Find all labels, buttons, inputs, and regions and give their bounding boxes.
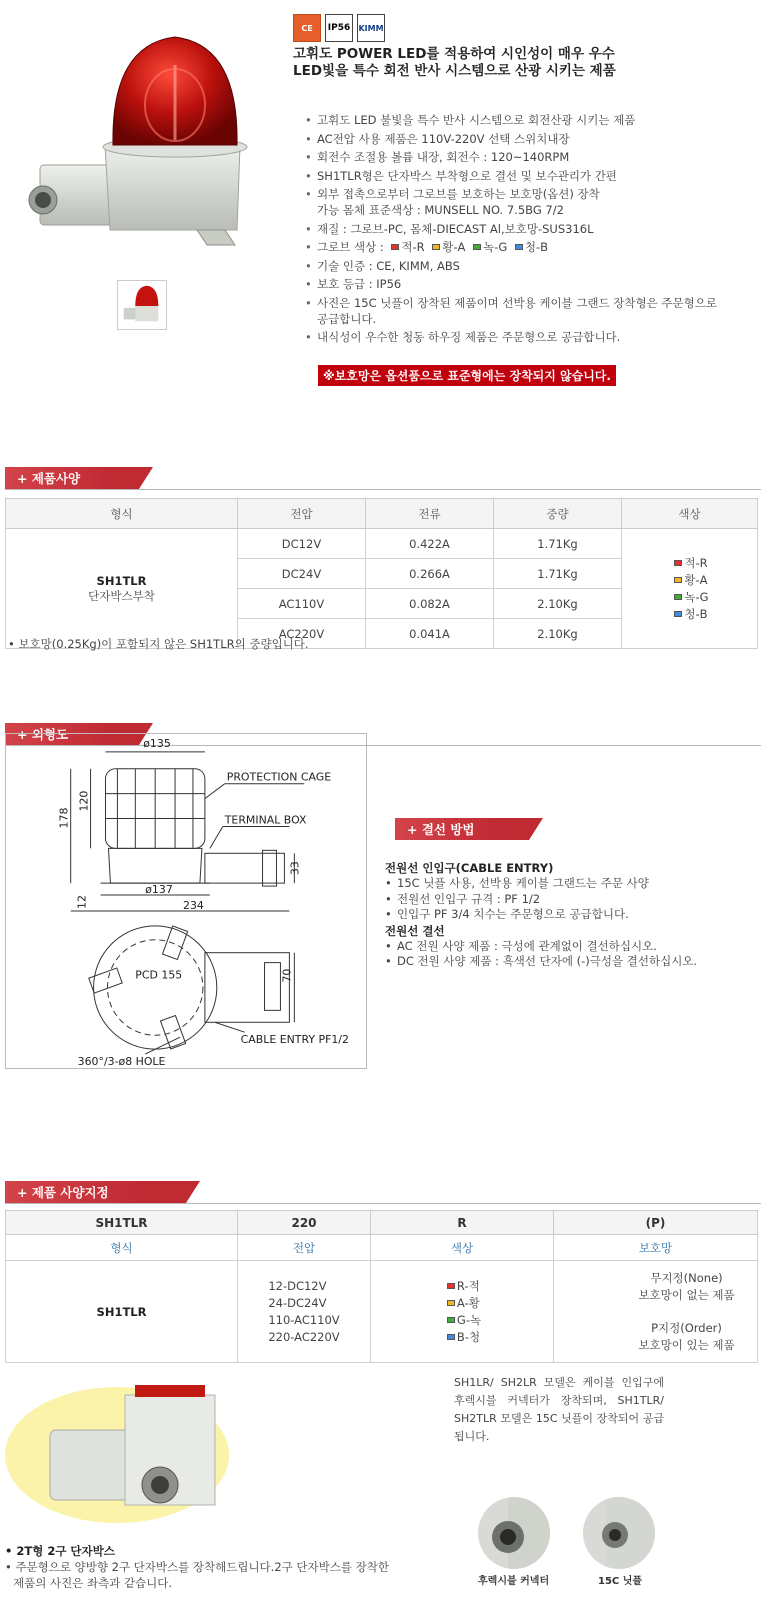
svg-text:70: 70 xyxy=(280,968,294,983)
list-item: • 인입구 PF 3/4 치수는 주문형으로 공급합니다. xyxy=(385,907,755,923)
green-chip-icon xyxy=(674,594,682,600)
nipple-label: 15C 닛플 xyxy=(598,1576,643,1587)
certification-badges xyxy=(293,14,385,42)
svg-text:TERMINAL BOX: TERMINAL BOX xyxy=(224,813,307,827)
green-chip-icon xyxy=(447,1317,455,1323)
svg-text:12: 12 xyxy=(75,895,89,909)
terminal-box-caption: • 2T형 2구 단자박스 • 주문형으로 양방향 2구 단자박스를 장착해드립니다.2구 단자박스를 장착한 제품의 사진은 좌측과 같습니다. xyxy=(5,1544,389,1590)
feature-item: • 기술 인증 : CE, KIMM, ABS xyxy=(305,258,755,274)
blue-chip-icon xyxy=(674,611,682,617)
header-voltage: 전압 xyxy=(238,499,366,529)
header-color: 색상 xyxy=(622,499,758,529)
green-chip-icon xyxy=(473,244,481,250)
svg-text:33: 33 xyxy=(288,861,302,876)
feature-item: • 보호 등급 : IP56 xyxy=(305,276,755,292)
wiring-instructions: 전원선 인입구(CABLE ENTRY) • 15C 닛플 사용, 선박용 케이블 그랜드는 주문 사양 • 전원선 인입구 규격 : PF 1/2 • 인입구 PF 3/4 치수는 주문형으로 공급합니다. 전원선 결선 • AC 전원 사양 제품 : 극성에 관계없이 결선하십시오. • DC 전원 사양 제품 : 흑색선 단자에 (-)극성을 결선하십시오. xyxy=(385,860,755,970)
feature-item: • SH1TLR형은 단자박스 부착형으로 결선 및 보수관리가 간편 xyxy=(305,168,755,184)
svg-text:ø135: ø135 xyxy=(143,736,171,750)
ce-mark-icon: CE xyxy=(293,14,321,42)
feature-item: • 내식성이 우수한 청동 하우징 제품은 주문형으로 공급합니다. xyxy=(305,329,755,345)
feature-item: • 고휘도 LED 불빛을 특수 반사 시스템으로 회전산광 시키는 제품 xyxy=(305,112,755,128)
model-cell: SH1TLR 단자박스부착 xyxy=(6,529,238,649)
section-header-wiring: + 결선 방법 xyxy=(395,818,543,840)
section-header-outline: + 외형도 xyxy=(5,723,153,745)
svg-text:178: 178 xyxy=(57,807,71,829)
feature-item: • AC전압 사용 제품은 110V-220V 선택 스위치내장 xyxy=(305,131,755,147)
product-headline: 고휘도 POWER LED를 적용하여 시인성이 매우 우수 LED빛을 특수 회전 반사 시스템으로 산광 시키는 제품 xyxy=(293,46,616,79)
divider xyxy=(5,489,761,490)
feature-item: • 외부 접촉으로부터 그로브를 보호하는 보호망(옵션) 장착 가능 몸체 표준색상 : MUNSELL NO. 7.5BG 7/2 xyxy=(305,186,755,218)
order-table: SH1TLR 220 R (P) 형식 전압 색상 보호망 SH1TLR 12-DC12V 24-DC24V 110-AC110V 220-AC220V R-적 A-황 G-녹 B-청 무지정(None) 보호망이 없는 제품 P지정(Order) 보호망이 있는 제품 xyxy=(5,1210,758,1363)
red-chip-icon xyxy=(674,560,682,566)
spec-note: • 보호망(0.25Kg)이 포함되지 않은 SH1TLR의 중량입니다. xyxy=(8,637,309,651)
svg-text:PROTECTION CAGE: PROTECTION CAGE xyxy=(226,770,332,784)
feature-item: • 회전수 조절용 볼륨 내장, 회전수 : 120~140RPM xyxy=(305,149,755,165)
red-chip-icon xyxy=(447,1283,455,1289)
table-row: DC24V 0.266A 1.71Kg xyxy=(6,559,758,589)
outline-drawing xyxy=(5,733,367,1069)
table-row: AC220V 0.041A 2.10Kg xyxy=(6,619,758,649)
blue-chip-icon xyxy=(515,244,523,250)
amber-chip-icon xyxy=(432,244,440,250)
svg-text:234: 234 xyxy=(183,898,204,912)
svg-text:360°/3-ø8 HOLE: 360°/3-ø8 HOLE xyxy=(77,1055,166,1068)
product-thumbnail[interactable] xyxy=(117,280,167,330)
table-row: AC110V 0.082A 2.10Kg xyxy=(6,589,758,619)
header-model: 형식 xyxy=(6,499,238,529)
terminal-box-photo xyxy=(5,1385,230,1525)
option-notice: ※보호망은 옵션품으로 표준형에는 장착되지 않습니다. xyxy=(318,365,616,386)
nipple-photo xyxy=(583,1497,655,1569)
red-chip-icon xyxy=(391,244,399,250)
amber-chip-icon xyxy=(447,1300,455,1306)
flexible-connector-label: 후렉시블 커넥터 xyxy=(478,1576,550,1587)
header-weight: 중량 xyxy=(494,499,622,529)
svg-text:PCD 155: PCD 155 xyxy=(135,968,183,982)
list-item: • 15C 닛플 사용, 선박용 케이블 그랜드는 주문 사양 xyxy=(385,876,755,892)
flexible-connector-photo xyxy=(478,1497,550,1569)
list-item: • AC 전원 사양 제품 : 극성에 관계없이 결선하십시오. xyxy=(385,939,755,955)
list-item: • DC 전원 사양 제품 : 흑색선 단자에 (-)극성을 결선하십시오. xyxy=(385,954,755,970)
blue-chip-icon xyxy=(447,1334,455,1340)
table-row: SH1TLR 단자박스부착 DC12V 0.422A 1.71Kg 적-R 황-A 녹-G 청-B xyxy=(6,529,758,559)
feature-item: • 재질 : 그로브-PC, 몸체-DIECAST Al,보호망-SUS316L xyxy=(305,221,755,237)
feature-item: • 사진은 15C 닛플이 장착된 제품이며 선박용 케이블 그랜드 장착형은 주문형으로 공급합니다. xyxy=(305,295,755,327)
svg-text:120: 120 xyxy=(77,790,91,812)
connector-description: SH1LR/ SH2LR 모델은 케이블 인입구에 후렉시블 커넥터가 장착되며, SH1TLR/ SH2TLR 모델은 15C 닛플이 장착되어 공급됩니다. xyxy=(454,1376,664,1443)
svg-text:CABLE ENTRY PF1/2: CABLE ENTRY PF1/2 xyxy=(240,1033,349,1047)
color-cell: 적-R 황-A 녹-G 청-B xyxy=(622,529,758,649)
section-header-order: + 제품 사양지정 xyxy=(5,1181,200,1203)
ip56-icon: IP56 xyxy=(325,14,353,42)
feature-item-globe-colors: • 그로브 색상 : 적-R 황-A 녹-G 청-B xyxy=(305,239,755,255)
product-photo xyxy=(15,25,275,255)
feature-list xyxy=(305,112,755,348)
amber-chip-icon xyxy=(674,577,682,583)
kimm-icon: KIMM xyxy=(357,14,385,42)
divider xyxy=(5,1203,761,1204)
header-current: 전류 xyxy=(366,499,494,529)
list-item: • 전원선 인입구 규격 : PF 1/2 xyxy=(385,892,755,908)
svg-text:ø137: ø137 xyxy=(145,883,173,897)
spec-table xyxy=(5,498,758,649)
section-header-spec: + 제품사양 xyxy=(5,467,153,489)
